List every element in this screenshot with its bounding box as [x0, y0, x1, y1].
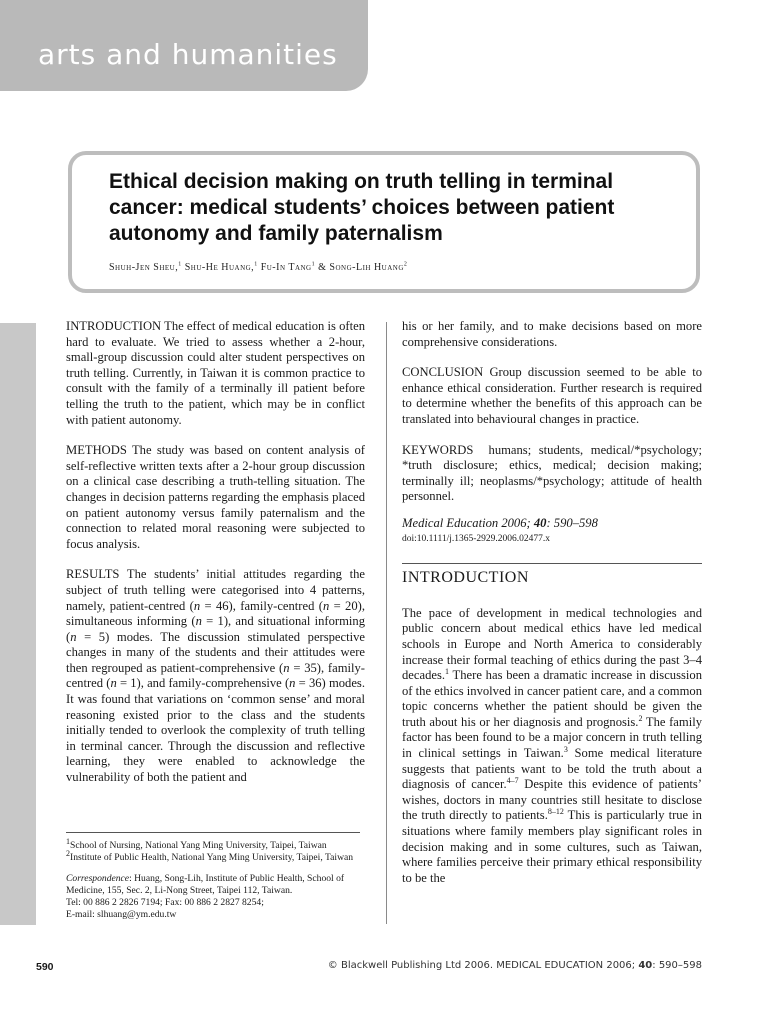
- section-rule: [402, 563, 702, 564]
- variable-n: n: [70, 629, 77, 644]
- reference-link[interactable]: 3: [563, 744, 568, 754]
- correspondence: [66, 873, 366, 897]
- footnote-rule: [66, 832, 360, 833]
- journal-pages: : 590–598: [546, 515, 598, 530]
- abstract-methods: [66, 443, 365, 552]
- author-name: & Song-Lih Huang: [318, 262, 404, 273]
- variable-n: n: [322, 598, 330, 613]
- article-title: Ethical decision making on truth telling in terminal cancer: medical students’ choices between patient autonomy and family paternalism: [109, 170, 615, 245]
- journal-volume: 40: [533, 515, 547, 530]
- footer-volume: 40: [638, 960, 653, 971]
- journal-name: Medical Education 2006;: [402, 515, 531, 530]
- text-fragment: = 36) modes. It was found that variations on ‘common sense’ and moral reasoning existed prior to the class and the students initially tended to overlook the complexity of truth telling in terminal cancer. Through the discussion and reflective learning, they were enabled to acknowledge the vulnerability of both the patient and: [66, 676, 365, 785]
- author-affil: 1: [311, 261, 316, 268]
- affil-text: Institute of Public Health, National Yang Ming University, Taipei, Taiwan: [70, 852, 354, 863]
- correspondence-label: Correspondence: [66, 873, 130, 884]
- section-label: arts and humanities: [38, 38, 338, 71]
- right-column: [402, 319, 702, 886]
- abstract-introduction: [66, 319, 365, 428]
- text-fragment: The students’ initial attitudes regarding the subject of truth telling were categorised into 4 patterns, namely, patient-centred (: [66, 567, 365, 613]
- section-heading: INTRODUCTION: [402, 569, 529, 587]
- section-label: RESULTS: [66, 567, 120, 582]
- email-address[interactable]: E-mail: slhuang@ym.edu.tw: [66, 909, 177, 920]
- paragraph-text: Group discussion seemed to be able to enhance ethical consideration. Further research is required to determine whether the benefits of this approach can be translated into behavioural changes in practice.: [402, 365, 702, 426]
- section-label: CONCLUSION: [402, 365, 484, 380]
- paragraph-text: The effect of medical education is often hard to evaluate. We tried to assess whether a 2-hour, small-group discussion could alter student perspectives on truth telling. Currently, in Taiwan it is common practice to consult with the family of a terminally ill patient before telling the truth to the patient, which may be in conflict with patient autonomy.: [66, 319, 365, 427]
- text-fragment: There has been a dramatic increase in discussion of the ethics involved in cancer patient care, and a common topic concerns whether the patient should be given the truth about his or her diagnosis and prognosis.: [402, 668, 702, 729]
- reference-link[interactable]: 4–7: [506, 776, 519, 786]
- affiliation-1: [66, 836, 366, 852]
- reference-link[interactable]: 1: [445, 666, 450, 676]
- doi-link[interactable]: doi:10.1111/j.1365-2929.2006.02477.x: [402, 533, 551, 544]
- affil-text: School of Nursing, National Yang Ming University, Taipei, Taiwan: [70, 840, 327, 851]
- text-fragment: = 5) modes. The discussion stimulated perspective changes in many of the students and their attitudes were then regrouped as patient-comprehensive (: [66, 629, 365, 675]
- variable-n: n: [193, 598, 201, 613]
- correspondence-address: : Huang, Song-Lih, Institute of Public Health, School of Medicine, 155, Sec. 2, Li-Nong Street, Taipei 112, Taiwan.: [66, 873, 345, 896]
- page-number: 590: [36, 961, 54, 973]
- paragraph-text: humans; students, medical/*psychology; *truth disclosure; ethics, medical; decision making; terminally ill; neoplasms/*psychology; attitude of health personnel.: [402, 442, 703, 504]
- sidebar-bar: [0, 323, 36, 925]
- abstract-results-continued: his or her family, and to make decisions based on more comprehensive considerations.: [402, 319, 702, 349]
- text-fragment: = 46), family-centred (: [200, 598, 323, 613]
- text-fragment: = 35), family-centred (: [66, 660, 365, 691]
- author-list: [109, 262, 407, 273]
- author-name: Shuh-Jen Sheu,: [109, 262, 179, 273]
- text-fragment: This is particularly true in situations where family members play significant roles in decision making and in some cultures, such as Taiwan, where families perceive their primary ethical responsibility to be the: [402, 808, 702, 885]
- paragraph-text: The study was based on content analysis of self-reflective written texts after a 2-hour group discussion on a clinical case describing a truth-telling situation. The changes in decision patterns regarding the emphasis placed on patient autonomy versus family paternalism and the connection to related moral reasoning were subjected to focus analysis.: [66, 443, 365, 551]
- abstract-keywords: [402, 443, 702, 505]
- introduction-paragraph: [402, 606, 702, 887]
- reference-link[interactable]: 8–12: [547, 807, 564, 817]
- phone-fax: Tel: 00 886 2 2826 7194; Fax: 00 886 2 2827 8254;: [66, 897, 264, 908]
- author-affil: 2: [403, 261, 408, 268]
- section-label: KEYWORDS: [402, 442, 474, 457]
- author-affil: 1: [254, 261, 258, 268]
- journal-citation: [402, 516, 702, 532]
- author-affil: 1: [178, 261, 182, 268]
- affiliation-2: [66, 848, 366, 864]
- text-fragment: = 20), simultaneous informing (: [66, 598, 365, 629]
- variable-n: n: [289, 676, 296, 691]
- text-fragment: The pace of development in medical technologies and public concern about medical ethics have led medical schools in Europe and North America to considerably increase their formal teaching of ethics during the past 3–4 decades.: [402, 605, 702, 683]
- section-tab: [0, 0, 368, 91]
- text-fragment: = 1), and family-comprehensive (: [116, 676, 290, 691]
- affil-number: 1: [66, 836, 70, 846]
- variable-n: n: [110, 676, 117, 691]
- author-name: Fu-In Tang: [260, 262, 312, 273]
- abstract-left-column: [66, 319, 365, 786]
- footer-copyright: © Blackwell Publishing Ltd 2006. MEDICAL EDUCATION 2006;: [327, 960, 636, 971]
- footer-pages: : 590–598: [652, 960, 702, 971]
- affil-number: 2: [66, 848, 70, 858]
- page-footer: [328, 960, 702, 971]
- text-fragment: = 1), and situational informing (: [66, 614, 365, 644]
- footnotes: [66, 836, 366, 921]
- title-box: [68, 151, 700, 293]
- text-fragment: The family factor has been found to be a major concern in truth telling in clinical settings in Taiwan.: [402, 714, 702, 761]
- column-divider: [386, 322, 387, 924]
- text-fragment: Some medical literature suggests that patients want to be told the truth about a diagnosis of cancer.: [402, 746, 702, 792]
- section-label: INTRODUCTION: [66, 319, 162, 333]
- reference-link[interactable]: 2: [638, 713, 643, 723]
- variable-n: n: [195, 614, 202, 629]
- variable-n: n: [283, 660, 290, 675]
- text-fragment: Despite this evidence of patients’ wishes, doctors in many countries still hesitate to disclose the truth directly to patients.: [402, 777, 703, 823]
- author-name: Shu-He Huang,: [184, 262, 255, 273]
- section-label: METHODS: [66, 443, 127, 458]
- abstract-results: [66, 567, 365, 785]
- abstract-conclusion: [402, 365, 702, 427]
